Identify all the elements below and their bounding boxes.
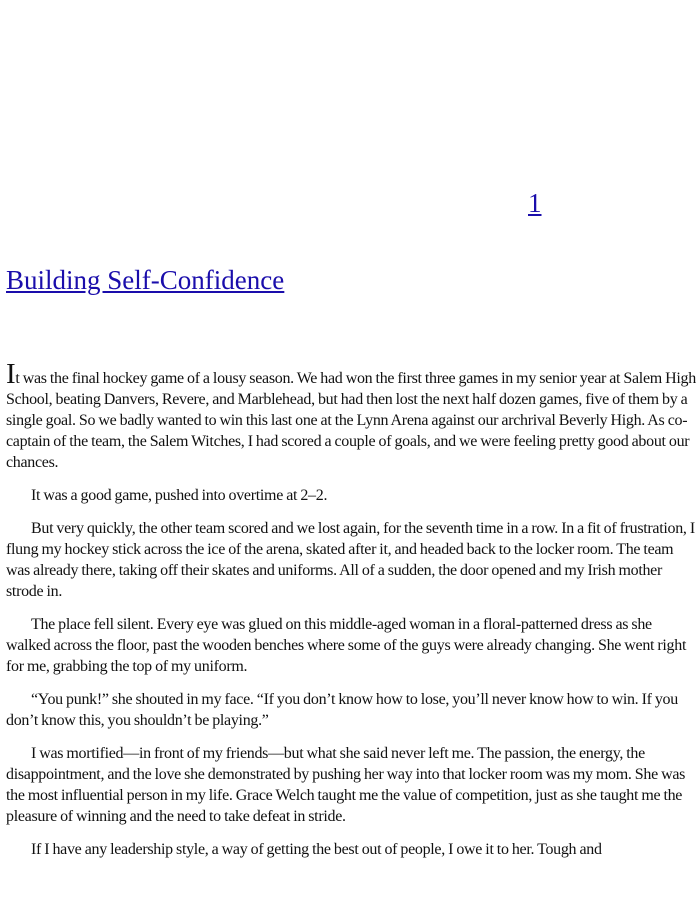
paragraph-1 bbox=[6, 358, 696, 473]
paragraph-7: If I have any leadership style, a way of getting the best out of people, I owe it to her. Tough and bbox=[31, 841, 602, 858]
paragraph-6: I was mortified—in front of my friends—but what she said never left me. The passion, the energy, the disappointment, and the love she demonstrated by pushing her way into that locker room was my mom. She was the most influential person in my life. Grace Welch taught me the value of competition, just as she taught me the pleasure of winning and the need to take defeat in stride. bbox=[6, 745, 686, 825]
paragraph-3: But very quickly, the other team scored and we lost again, for the seventh time in a row. In a fit of frustration, I flung my hockey stick across the ice of the arena, skated after it, and headed back to the locker room. The team was already there, taking off their skates and uniforms. All of a sudden, the door opened and my Irish mother strode in. bbox=[6, 520, 695, 600]
paragraph-5: “You punk!” she shouted in my face. “If you don’t know how to lose, you’ll never know how to win. If you don’t know this, you shouldn’t be playing.” bbox=[6, 691, 678, 729]
chapter-number-link[interactable]: 1 bbox=[528, 188, 542, 218]
chapter-body bbox=[6, 358, 696, 872]
drop-cap: I bbox=[6, 358, 16, 390]
chapter-title-link[interactable] bbox=[6, 266, 284, 296]
chapter-title-text[interactable]: Building Self-Confidence bbox=[6, 265, 285, 295]
paragraph-1-text: t was the final hockey game of a lousy season. We had won the first three games in my senior year at Salem High School, beating Danvers, Revere, and Marblehead, but had then lost the next half dozen games, five of them by a single goal. So we badly wanted to win this last one at the Lynn Arena against our archrival Beverly High. As co-captain of the team, the Salem Witches, I had scored a couple of goals, and we were feeling pretty good about our chances. bbox=[6, 370, 696, 471]
paragraph-2: It was a good game, pushed into overtime at 2–2. bbox=[31, 487, 328, 504]
paragraph-4: The place fell silent. Every eye was glued on this middle-aged woman in a floral-patterned dress as she walked across the floor, past the wooden benches where some of the guys were already changing. She went right for me, grabbing the top of my uniform. bbox=[6, 616, 687, 675]
